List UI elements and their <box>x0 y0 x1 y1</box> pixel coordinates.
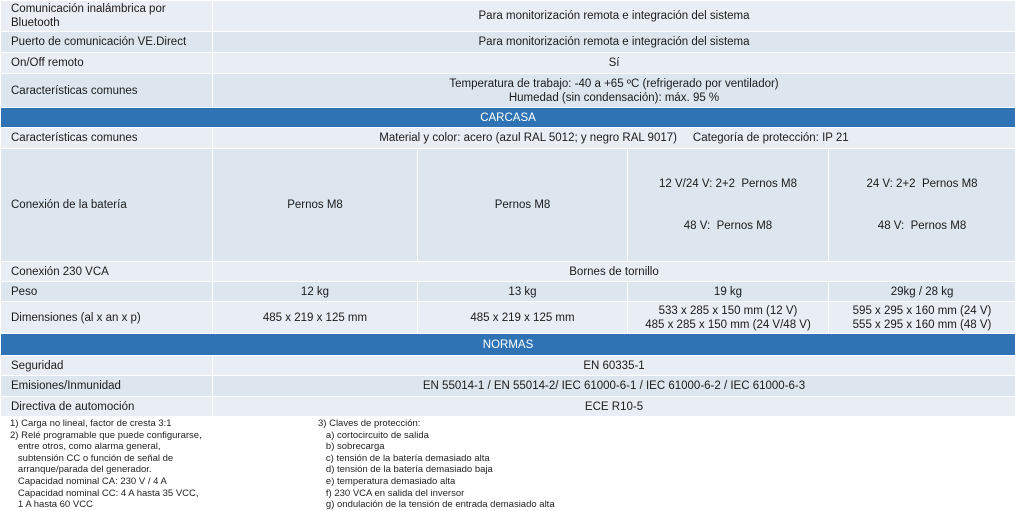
battery-connection-col2: Pernos M8 <box>418 149 628 262</box>
dimensions-col3 <box>628 302 829 334</box>
section-carcasa-title: CARCASA <box>1 108 1015 128</box>
value-vedirect: Para monitorización remota e integración del sistema <box>213 32 1015 53</box>
weight-col4: 29kg / 28 kg <box>829 282 1015 302</box>
dimensions-col4 <box>829 302 1015 334</box>
footnotes-right <box>318 418 555 511</box>
note-line: arranque/parada del generador. <box>10 464 318 476</box>
value-common-features <box>213 74 1015 108</box>
note-line: f) 230 VCA en salida del inversor <box>318 488 555 500</box>
value-bluetooth: Para monitorización remota e integración del sistema <box>213 1 1015 32</box>
weight-col2: 13 kg <box>418 282 628 302</box>
row-dimensions <box>1 302 1015 334</box>
label-safety: Seguridad <box>1 356 213 376</box>
label-housing-features: Características comunes <box>1 128 213 149</box>
battery-connection-col4-line2: 48 V: Pernos M8 <box>833 219 1011 233</box>
footnotes <box>0 418 1015 511</box>
row-common-features <box>1 74 1015 108</box>
row-bluetooth <box>1 1 1015 32</box>
weight-col1: 12 kg <box>213 282 418 302</box>
value-safety: EN 60335-1 <box>213 356 1015 376</box>
battery-connection-col3-line1: 12 V/24 V: 2+2 Pernos M8 <box>632 177 824 191</box>
note-line: 3) Claves de protección: <box>318 418 555 430</box>
label-automotive: Directiva de automoción <box>1 397 213 417</box>
note-line: 1 A hasta 60 VCC <box>10 499 318 511</box>
row-battery-connection <box>1 149 1015 262</box>
row-ac-connection <box>1 262 1015 282</box>
label-vedirect: Puerto de comunicación VE.Direct <box>1 32 213 53</box>
note-line: entre otros, como alarma general, <box>10 441 318 453</box>
value-ac-connection: Bornes de tornillo <box>213 262 1015 282</box>
battery-connection-col1: Pernos M8 <box>213 149 418 262</box>
note-line: Capacidad nominal CC: 4 A hasta 35 VCC, <box>10 488 318 500</box>
dimensions-col4-line2: 555 x 295 x 160 mm (48 V) <box>833 318 1011 332</box>
value-housing-features: Material y color: acero (azul RAL 5012; y negro RAL 9017) Categoría de protección: IP 21 <box>213 128 1015 149</box>
footnotes-left <box>0 418 318 511</box>
row-remote-onoff <box>1 53 1015 74</box>
battery-connection-col3-line2: 48 V: Pernos M8 <box>632 219 824 233</box>
value-automotive: ECE R10-5 <box>213 397 1015 417</box>
label-emissions: Emisiones/Inmunidad <box>1 376 213 397</box>
dimensions-col4-line1: 595 x 295 x 160 mm (24 V) <box>833 304 1011 318</box>
label-remote-onoff: On/Off remoto <box>1 53 213 74</box>
humidity-text: Humedad (sin condensación): máx. 95 % <box>217 91 1011 105</box>
label-ac-connection: Conexión 230 VCA <box>1 262 213 282</box>
note-line: e) temperatura demasiado alta <box>318 476 555 488</box>
dimensions-col3-line1: 533 x 285 x 150 mm (12 V) <box>632 304 824 318</box>
battery-connection-col3 <box>628 149 829 262</box>
note-line: c) tensión de la batería demasiado alta <box>318 453 555 465</box>
row-emissions <box>1 376 1015 397</box>
row-safety <box>1 356 1015 376</box>
label-bluetooth: Comunicación inalámbrica por Bluetooth <box>1 1 213 32</box>
note-line: 1) Carga no lineal, factor de cresta 3:1 <box>10 418 318 430</box>
note-line: b) sobrecarga <box>318 441 555 453</box>
battery-connection-col4 <box>829 149 1015 262</box>
label-dimensions: Dimensiones (al x an x p) <box>1 302 213 334</box>
section-normas-title: NORMAS <box>1 334 1015 356</box>
note-line: 2) Relé programable que puede configurarse, <box>10 430 318 442</box>
dimensions-col2: 485 x 219 x 125 mm <box>418 302 628 334</box>
dimensions-col1: 485 x 219 x 125 mm <box>213 302 418 334</box>
weight-col3: 19 kg <box>628 282 829 302</box>
section-normas <box>1 334 1015 356</box>
note-line: a) cortocircuito de salida <box>318 430 555 442</box>
row-housing-features <box>1 128 1015 149</box>
section-carcasa <box>1 108 1015 128</box>
dimensions-col3-line2: 485 x 285 x 150 mm (24 V/48 V) <box>632 318 824 332</box>
row-weight <box>1 282 1015 302</box>
battery-connection-col4-line1: 24 V: 2+2 Pernos M8 <box>833 177 1011 191</box>
label-weight: Peso <box>1 282 213 302</box>
value-remote-onoff: Sí <box>213 53 1015 74</box>
row-vedirect <box>1 32 1015 53</box>
note-line: d) tensión de la batería demasiado baja <box>318 464 555 476</box>
value-emissions: EN 55014-1 / EN 55014-2/ IEC 61000-6-1 / IEC 61000-6-2 / IEC 61000-6-3 <box>213 376 1015 397</box>
label-common-features: Características comunes <box>1 74 213 108</box>
label-battery-connection: Conexión de la batería <box>1 149 213 262</box>
note-line: g) ondulación de la tensión de entrada demasiado alta <box>318 499 555 511</box>
row-automotive <box>1 397 1015 417</box>
note-line: Capacidad nominal CA: 230 V / 4 A <box>10 476 318 488</box>
temperature-text: Temperatura de trabajo: -40 a +65 ºC (refrigerado por ventilador) <box>217 77 1011 91</box>
note-line: subtensión CC o función de señal de <box>10 453 318 465</box>
